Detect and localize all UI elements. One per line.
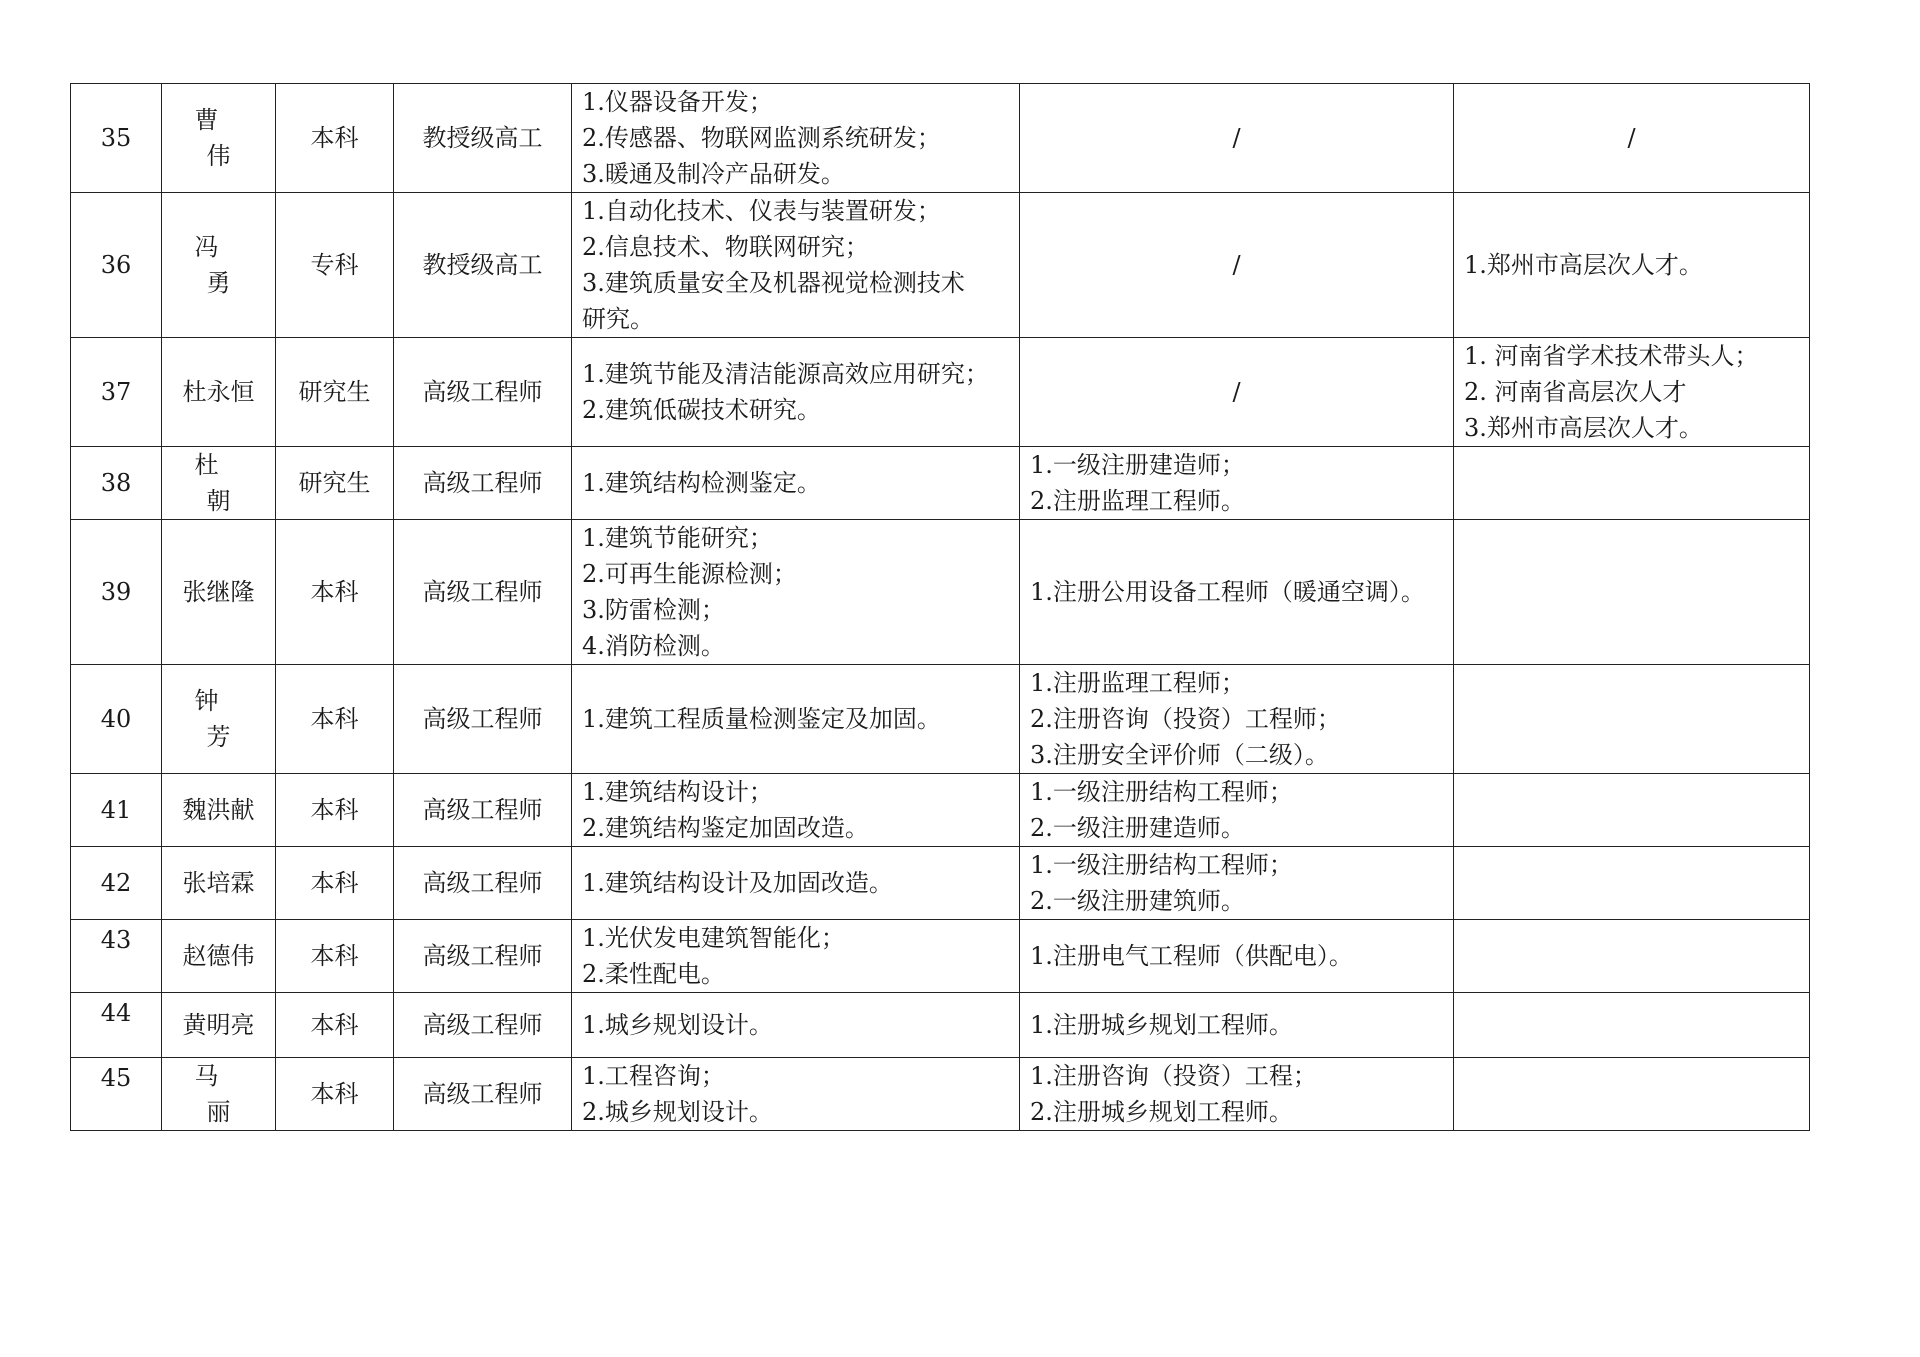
research-direction-cell: [572, 665, 1020, 774]
professional-title-cell: [394, 338, 572, 447]
research-item: 1.建筑结构设计；: [582, 778, 773, 806]
row-number-cell: [71, 920, 162, 993]
person-name: 冯 勇: [194, 233, 255, 297]
row-number-cell: [71, 1058, 162, 1131]
education-cell: [276, 520, 394, 665]
qualification-cell: [1020, 520, 1454, 665]
honors-cell: [1454, 193, 1810, 338]
research-item: 2.城乡规划设计。: [582, 1098, 773, 1126]
qualification-cell: [1020, 847, 1454, 920]
professional-title: 高级工程师: [422, 1011, 543, 1039]
professional-title: 高级工程师: [422, 469, 543, 497]
qualification-item: /: [1232, 378, 1241, 406]
education: 本科: [310, 796, 359, 824]
table-row: [71, 920, 1810, 993]
research-item: 1.建筑工程质量检测鉴定及加固。: [582, 705, 941, 733]
row-number: 35: [100, 124, 132, 152]
research-item: 1.仪器设备开发；: [582, 88, 773, 116]
research-item: 1.工程咨询；: [582, 1062, 725, 1090]
qualification-cell: [1020, 920, 1454, 993]
research-item: 1.建筑结构设计及加固改造。: [582, 869, 893, 897]
professional-title-cell: [394, 447, 572, 520]
research-item: 3.暖通及制冷产品研发。: [582, 160, 845, 188]
table-row: [71, 84, 1810, 193]
row-number-cell: [71, 665, 162, 774]
qualification-cell: [1020, 774, 1454, 847]
education: 本科: [310, 942, 359, 970]
research-direction-cell: [572, 520, 1020, 665]
education-cell: [276, 447, 394, 520]
qualification-cell: [1020, 665, 1454, 774]
person-name: 马 丽: [194, 1062, 255, 1126]
table-row: [71, 520, 1810, 665]
person-name: 赵德伟: [182, 942, 255, 970]
qualification-item: 1.注册咨询（投资）工程；: [1030, 1062, 1317, 1090]
education-cell: [276, 1058, 394, 1131]
research-direction-cell: [572, 338, 1020, 447]
table-row: [71, 1058, 1810, 1131]
research-direction-cell: [572, 1058, 1020, 1131]
professional-title-cell: [394, 1058, 572, 1131]
qualification-item: 1.一级注册结构工程师；: [1030, 851, 1293, 879]
table-row: [71, 338, 1810, 447]
row-number: 36: [100, 251, 132, 279]
research-item: 2.信息技术、物联网研究；: [582, 233, 869, 261]
research-item: 4.消防检测。: [582, 632, 725, 660]
qualification-cell: [1020, 1058, 1454, 1131]
name-cell: [162, 193, 276, 338]
qualification-item: 2.一级注册建造师。: [1030, 814, 1245, 842]
honor-item: 1.郑州市高层次人才。: [1464, 251, 1703, 279]
row-number-cell: [71, 447, 162, 520]
qualification-item: 1.注册监理工程师；: [1030, 669, 1245, 697]
row-number-cell: [71, 774, 162, 847]
professional-title: 高级工程师: [422, 378, 543, 406]
professional-title-cell: [394, 993, 572, 1058]
education: 本科: [310, 578, 359, 606]
research-item: 2.柔性配电。: [582, 960, 725, 988]
professional-title: 教授级高工: [422, 124, 543, 152]
honors-cell: [1454, 338, 1810, 447]
education: 本科: [310, 705, 359, 733]
row-number: 42: [100, 869, 132, 897]
honors-cell: [1454, 1058, 1810, 1131]
person-name: 钟 芳: [194, 687, 255, 751]
name-cell: [162, 1058, 276, 1131]
qualification-cell: [1020, 84, 1454, 193]
row-number: 38: [100, 469, 132, 497]
table-row: [71, 993, 1810, 1058]
research-item: 2.传感器、物联网监测系统研发；: [582, 124, 941, 152]
research-item: 2.建筑结构鉴定加固改造。: [582, 814, 869, 842]
research-item: 1.建筑节能及清洁能源高效应用研究；: [582, 360, 989, 388]
professional-title: 高级工程师: [422, 1080, 543, 1108]
education-cell: [276, 193, 394, 338]
professional-title-cell: [394, 193, 572, 338]
person-name: 杜永恒: [182, 378, 255, 406]
honors-cell: [1454, 84, 1810, 193]
qualification-item: 2.注册监理工程师。: [1030, 487, 1245, 515]
qualification-item: /: [1232, 124, 1241, 152]
professional-title: 高级工程师: [422, 942, 543, 970]
education: 研究生: [298, 469, 371, 497]
honors-cell: [1454, 993, 1810, 1058]
person-name: 张继隆: [182, 578, 255, 606]
professional-title-cell: [394, 665, 572, 774]
row-number-cell: [71, 847, 162, 920]
research-direction-cell: [572, 774, 1020, 847]
education-cell: [276, 665, 394, 774]
education: 研究生: [298, 378, 371, 406]
research-item: 1.建筑节能研究；: [582, 524, 773, 552]
person-name: 曹 伟: [194, 106, 255, 170]
row-number-cell: [71, 84, 162, 193]
education-cell: [276, 774, 394, 847]
qualification-item: 1.注册城乡规划工程师。: [1030, 1011, 1293, 1039]
row-number-cell: [71, 520, 162, 665]
person-name: 张培霖: [182, 869, 255, 897]
professional-title-cell: [394, 84, 572, 193]
honor-item: 2. 河南省高层次人才: [1464, 378, 1687, 406]
professional-title: 高级工程师: [422, 578, 543, 606]
education: 本科: [310, 1080, 359, 1108]
honors-cell: [1454, 847, 1810, 920]
name-cell: [162, 920, 276, 993]
honors-cell: [1454, 665, 1810, 774]
qualification-cell: [1020, 193, 1454, 338]
qualification-item: 1.注册电气工程师（供配电）。: [1030, 942, 1353, 970]
professional-title-cell: [394, 774, 572, 847]
honor-item: /: [1627, 124, 1636, 152]
honor-item: 3.郑州市高层次人才。: [1464, 414, 1703, 442]
professional-title-cell: [394, 847, 572, 920]
person-name: 黄明亮: [182, 1011, 255, 1039]
row-number: 37: [100, 378, 132, 406]
name-cell: [162, 520, 276, 665]
professional-title: 高级工程师: [422, 869, 543, 897]
row-number: 39: [100, 578, 132, 606]
name-cell: [162, 447, 276, 520]
person-name: 魏洪献: [182, 796, 255, 824]
research-item: 1.光伏发电建筑智能化；: [582, 924, 845, 952]
honor-item: 1. 河南省学术技术带头人；: [1464, 342, 1759, 370]
research-item: 1.建筑结构检测鉴定。: [582, 469, 821, 497]
research-direction-cell: [572, 847, 1020, 920]
qualification-item: 1.一级注册建造师；: [1030, 451, 1245, 479]
table-row: [71, 193, 1810, 338]
table-row: [71, 774, 1810, 847]
row-number-cell: [71, 193, 162, 338]
honors-cell: [1454, 447, 1810, 520]
honors-cell: [1454, 520, 1810, 665]
research-item: 2.可再生能源检测；: [582, 560, 797, 588]
qualification-item: 3.注册安全评价师（二级）。: [1030, 741, 1329, 769]
staff-table-body: [71, 84, 1810, 1131]
professional-title: 高级工程师: [422, 796, 543, 824]
qualification-item: 2.注册咨询（投资）工程师；: [1030, 705, 1341, 733]
qualification-item: 2.注册城乡规划工程师。: [1030, 1098, 1293, 1126]
qualification-cell: [1020, 338, 1454, 447]
research-item: 3.建筑质量安全及机器视觉检测技术: [582, 269, 965, 297]
research-item: 1.城乡规划设计。: [582, 1011, 773, 1039]
row-number: 40: [100, 705, 132, 733]
name-cell: [162, 847, 276, 920]
name-cell: [162, 774, 276, 847]
education-cell: [276, 920, 394, 993]
row-number: 44: [100, 999, 132, 1027]
honors-cell: [1454, 920, 1810, 993]
row-number: 45: [100, 1064, 132, 1092]
education-cell: [276, 338, 394, 447]
name-cell: [162, 84, 276, 193]
table-row: [71, 447, 1810, 520]
name-cell: [162, 665, 276, 774]
honors-cell: [1454, 774, 1810, 847]
qualification-cell: [1020, 993, 1454, 1058]
name-cell: [162, 993, 276, 1058]
row-number-cell: [71, 338, 162, 447]
education-cell: [276, 84, 394, 193]
row-number: 41: [100, 796, 132, 824]
row-number: 43: [100, 926, 132, 954]
education-cell: [276, 993, 394, 1058]
staff-table: [70, 83, 1810, 1131]
education: 本科: [310, 869, 359, 897]
professional-title-cell: [394, 520, 572, 665]
research-item: 3.防雷检测；: [582, 596, 725, 624]
table-row: [71, 847, 1810, 920]
qualification-item: 1.一级注册结构工程师；: [1030, 778, 1293, 806]
research-direction-cell: [572, 920, 1020, 993]
research-direction-cell: [572, 993, 1020, 1058]
research-item: 1.自动化技术、仪表与装置研发；: [582, 197, 941, 225]
row-number-cell: [71, 993, 162, 1058]
professional-title: 高级工程师: [422, 705, 543, 733]
qualification-item: 1.注册公用设备工程师（暖通空调）。: [1030, 578, 1425, 606]
research-direction-cell: [572, 84, 1020, 193]
person-name: 杜 朝: [194, 451, 255, 515]
professional-title: 教授级高工: [422, 251, 543, 279]
research-direction-cell: [572, 193, 1020, 338]
research-item: 2.建筑低碳技术研究。: [582, 396, 821, 424]
qualification-item: 2.一级注册建筑师。: [1030, 887, 1245, 915]
name-cell: [162, 338, 276, 447]
professional-title-cell: [394, 920, 572, 993]
table-row: [71, 665, 1810, 774]
qualification-item: /: [1232, 251, 1241, 279]
research-direction-cell: [572, 447, 1020, 520]
education-cell: [276, 847, 394, 920]
education: 专科: [310, 251, 359, 279]
education: 本科: [310, 124, 359, 152]
education: 本科: [310, 1011, 359, 1039]
qualification-cell: [1020, 447, 1454, 520]
research-item: 研究。: [582, 305, 654, 333]
